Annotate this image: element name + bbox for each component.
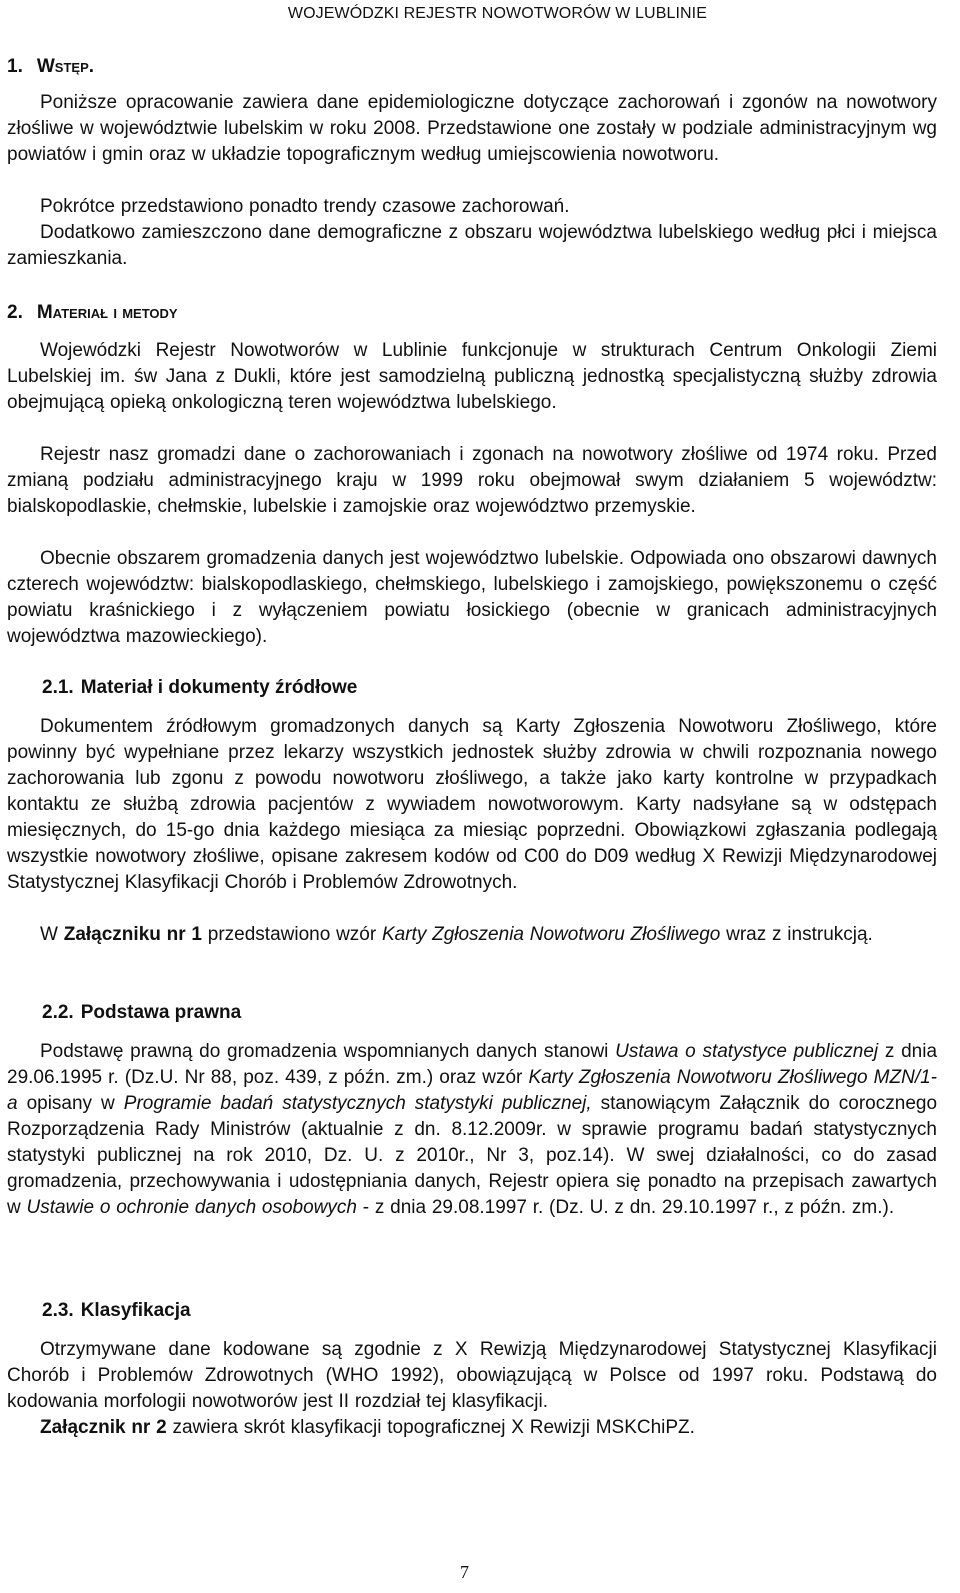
legal-basis-paragraph: Podstawę prawną do gromadzenia wspomnianych danych stanowi Ustawa o statystyce publicznej z dnia 29.06.1995 r. (Dz.U. Nr 88, poz. 439, z późn. zm.) oraz wzór Karty Zgłoszenia Nowotworu Złośliwego MZN/1-a opisany w Programie badań statystycznych statystyki publicznej, stanowiącym Załącznik do corocznego Rozporządzenia Rady Ministrów (aktualnie z dn. 8.12.2009r. w sprawie programu badań statystycznych statystyki publicznej na rok 2010, Dz. U. z 2010r., Nr 3, poz.14). W swej działalności, co do zasad gromadzenia, przechowywania i udostępniania danych, Rejestr opiera się ponadto na przepisach zawartych w Ustawie o ochronie danych osobowych - z dnia 29.08.1997 r. (Dz. U. z dn. 29.10.1997 r., z późn. zm.). <box>7 1041 938 1218</box>
running-header: WOJEWÓDZKI REJESTR NOWOTWORÓW W LUBLINIE <box>287 5 707 22</box>
intro-paragraph-2: Pokrótce przedstawiono ponadto trendy czasowe zachorowań. <box>40 196 570 217</box>
attachment-2-reference: Załącznik nr 2 <box>40 1417 167 1438</box>
source-documents-paragraph-2: W Załączniku nr 1 przedstawiono wzór Karty Zgłoszenia Nowotworu Złośliwego wraz z instrukcją. <box>40 924 873 945</box>
methods-paragraph-2: Rejestr nasz gromadzi dane o zachorowaniach i zgonach na nowotwory złośliwe od 1974 roku. Przed zmianą podziału administracyjnego kraju w 1999 roku obejmował swym działaniem 5 województw: bialskopodlaskie, chełmskie, lubelskie i zamojskie oraz województwo przemyskie. <box>7 444 937 517</box>
page-number: 7 <box>460 1562 469 1582</box>
subsection-number: 2.3. <box>42 1300 74 1321</box>
subsection-heading-2-1 <box>42 676 357 700</box>
subsection-number: 2.2. <box>42 1002 74 1023</box>
statistics-program: Programie badań statystycznych statystyki publicznej, <box>123 1093 592 1114</box>
section-number: 1. <box>7 56 23 77</box>
section-heading-1 <box>7 55 94 79</box>
source-documents-paragraph-1: Dokumentem źródłowym gromadzonych danych są Karty Zgłoszenia Nowotworu Złośliwego, które powinny być wypełniane przez lekarzy wszystkich jednostek służby zdrowia w chwili rozpoznania nowego zachorowania lub zgonu z powodu nowotworu złośliwego, a także jako karty kontrolne w przypadkach kontaktu ze służbą zdrowia pacjentów z wywiadem nowotworowym. Karty nadsyłane są w odstępach miesięcznych, do 15-go dnia każdego miesiąca za miesiąc poprzedni. Obowiązkowi zgłaszania podlegają wszystkie nowotwory złośliwe, opisane zakresem kodów od C00 do D09 według X Rewizji Międzynarodowej Statystycznej Klasyfikacji Chorób i Problemów Zdrowotnych. <box>7 716 937 893</box>
methods-paragraph-1: Wojewódzki Rejestr Nowotworów w Lublinie funkcjonuje w strukturach Centrum Onkologii Ziemi Lubelskiej im. św Jana z Dukli, które jest samodzielną publiczną jednostką specjalistyczną służby zdrowia obejmującą opieką onkologiczną teren województwa lubelskiego. <box>7 340 937 413</box>
subsection-title: Podstawa prawna <box>80 1002 242 1023</box>
form-mzn: Karty Zgłoszenia Nowotworu Złośliwego MZN/1-a <box>7 1067 937 1114</box>
intro-paragraph-3: Dodatkowo zamieszczono dane demograficzne z obszaru województwa lubelskiego według płci i miejsca zamieszkania. <box>7 222 937 269</box>
section-title: Materiał i metody <box>36 302 178 323</box>
statute-data-protection: Ustawie o ochronie danych osobowych <box>26 1197 357 1218</box>
form-name: Karty Zgłoszenia Nowotworu Złośliwego <box>381 924 721 945</box>
intro-paragraph-1: Poniższe opracowanie zawiera dane epidemiologiczne dotyczące zachorowań i zgonów na nowotwory złośliwe w województwie lubelskim w roku 2008. Przedstawione one zostały w podziale administracyjnym wg powiatów i gmin oraz w układzie topograficznym według umiejscowienia nowotworu. <box>7 92 937 165</box>
classification-paragraph-1: Otrzymywane dane kodowane są zgodnie z X Rewizją Międzynarodowej Statystycznej Klasyfikacji Chorób i Problemów Zdrowotnych (WHO 1992), obowiązującą w Polsce od 1997 roku. Podstawą do kodowania morfologii nowotworów jest II rozdział tej klasyfikacji. <box>7 1339 937 1412</box>
subsection-heading-2-3 <box>42 1299 191 1323</box>
subsection-title: Materiał i dokumenty źródłowe <box>80 677 358 698</box>
methods-paragraph-3: Obecnie obszarem gromadzenia danych jest województwo lubelskie. Odpowiada ono obszarowi dawnych czterech województw: bialskopodlaskiego, chełmskiego, lubelskiego i zamojskiego, powiększonemu o część powiatu kraśnickiego i z wyłączeniem powiatu łosickiego (obecnie w granicach administracyjnych województwa mazowieckiego). <box>7 548 937 647</box>
attachment-1-reference: Załączniku nr 1 <box>63 924 202 945</box>
subsection-number: 2.1. <box>42 677 74 698</box>
statute-statistics: Ustawa o statystyce publicznej <box>615 1041 879 1062</box>
section-number: 2. <box>7 302 23 323</box>
subsection-heading-2-2 <box>42 1001 241 1025</box>
classification-paragraph-2: Załącznik nr 2 zawiera skrót klasyfikacji topograficznej X Rewizji MSKChiPZ. <box>40 1417 695 1438</box>
section-heading-2 <box>7 301 178 325</box>
section-title: Wstęp. <box>36 56 95 77</box>
subsection-title: Klasyfikacja <box>80 1300 191 1321</box>
